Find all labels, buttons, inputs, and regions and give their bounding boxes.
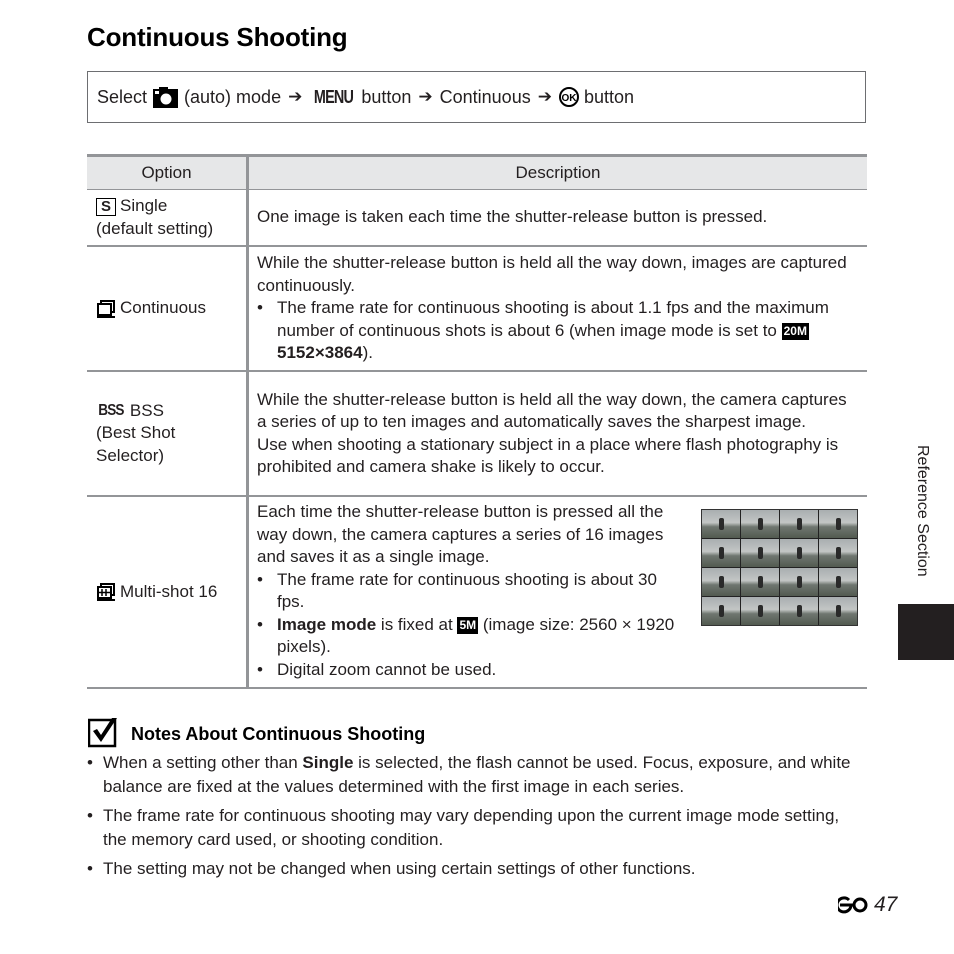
option-name: Multi-shot 16 [120, 581, 218, 601]
section-tab [898, 604, 954, 660]
path-mode-text: (auto) mode [184, 86, 282, 107]
page-number: 47 [838, 893, 897, 917]
option-cell [87, 247, 249, 370]
multi-shot-icon [96, 583, 116, 601]
notes-heading: Notes About Continuous Shooting [131, 724, 426, 744]
bullet-text: The frame rate for continuous shooting is about 1.1 fps and the maximum number of continuous shots is about 6 (when image mode is set to [277, 298, 829, 340]
image-mode-20m-icon: 20M [783, 323, 807, 338]
description-text: While the shutter-release button is held all the way down, images are captured continuously. [257, 253, 847, 295]
description-cell [249, 247, 867, 370]
table-row [87, 372, 867, 497]
description-cell [249, 190, 867, 245]
bullet-text: Digital zoom cannot be used. [277, 659, 497, 679]
image-mode-label: Image mode [277, 614, 377, 634]
arrow-icon: ➔ [418, 87, 433, 106]
option-note: (Best Shot [96, 423, 176, 443]
bullet-item: • Digital zoom cannot be used. [257, 659, 667, 682]
single-mode-icon: S [96, 198, 116, 216]
multi-shot-example-image [701, 509, 858, 626]
path-button-2: button [583, 86, 635, 107]
camera-icon [153, 87, 178, 108]
single-emphasis: Single [302, 753, 354, 772]
description-text: Use when shooting a stationary subject in a place where flash photography is prohibited and camera shake is likely to occur. [257, 434, 839, 476]
list-item: • The setting may not be changed when using certain settings of other functions. [87, 859, 696, 878]
path-button-1: button [361, 86, 412, 107]
bullet-item: • The frame rate for continuous shooting is about 1.1 fps and the maximum number of continuous shots is about 6 (when image mode is set to 20M5152×3864). [257, 298, 829, 363]
header-option: Option [87, 157, 249, 189]
description-text: While the shutter-release button is held all the way down, the camera captures a series of up to ten images and automatically saves the sharpest image. [257, 389, 847, 431]
notes-list [87, 751, 867, 886]
section-side-label: Reference Section [914, 445, 931, 577]
continuous-icon [96, 300, 116, 318]
list-item: • When a setting other than Single is selected, the flash cannot be used. Focus, exposure, and white balance are fixed at the values determined with the first image in each series. [87, 753, 851, 796]
option-name: Continuous [120, 298, 207, 318]
list-item: • The frame rate for continuous shooting may vary depending upon the current image mode setting, the memory card used, or shooting condition. [87, 806, 840, 849]
bullet-text: The frame rate for continuous shooting is about 30 fps. [277, 569, 657, 611]
option-cell [87, 190, 249, 245]
description-text: One image is taken each time the shutter-release button is pressed. [257, 207, 768, 227]
description-text: Each time the shutter-release button is pressed all the way down, the camera captures a series of 16 images and saves it as a single image. [257, 502, 664, 566]
menu-path-box [87, 71, 866, 123]
option-note: (default setting) [96, 218, 214, 238]
header-description: Description [515, 163, 601, 182]
bullet-item: • Image mode is fixed at 5M (image size: 2560 × 1920 pixels). [257, 614, 675, 656]
description-cell [249, 372, 867, 495]
path-select: Select [97, 86, 148, 107]
option-name: BSS [129, 400, 164, 420]
options-table [87, 154, 867, 689]
bullet-item: • The frame rate for continuous shooting is about 30 fps. [257, 569, 667, 614]
ok-button-icon [559, 87, 579, 107]
svg-text:OK: OK [561, 93, 577, 104]
option-note: Selector) [96, 445, 165, 465]
arrow-icon: ➔ [537, 87, 552, 106]
check-note-icon [88, 718, 118, 753]
image-size-value: 5152×3864 [277, 343, 363, 363]
table-row [87, 190, 867, 247]
menu-icon: MENU [314, 86, 354, 107]
path-continuous: Continuous [439, 86, 531, 107]
table-header [87, 157, 867, 190]
option-cell [87, 372, 249, 495]
reference-e-icon [838, 896, 870, 914]
image-mode-5m-icon: 5M [459, 617, 477, 632]
bss-icon: BSS [98, 401, 124, 419]
arrow-icon: ➔ [288, 87, 303, 106]
option-cell [87, 497, 249, 687]
table-row [87, 497, 867, 689]
page-title: Continuous Shooting [87, 22, 348, 52]
table-row [87, 247, 867, 372]
option-name: Single [120, 196, 168, 215]
